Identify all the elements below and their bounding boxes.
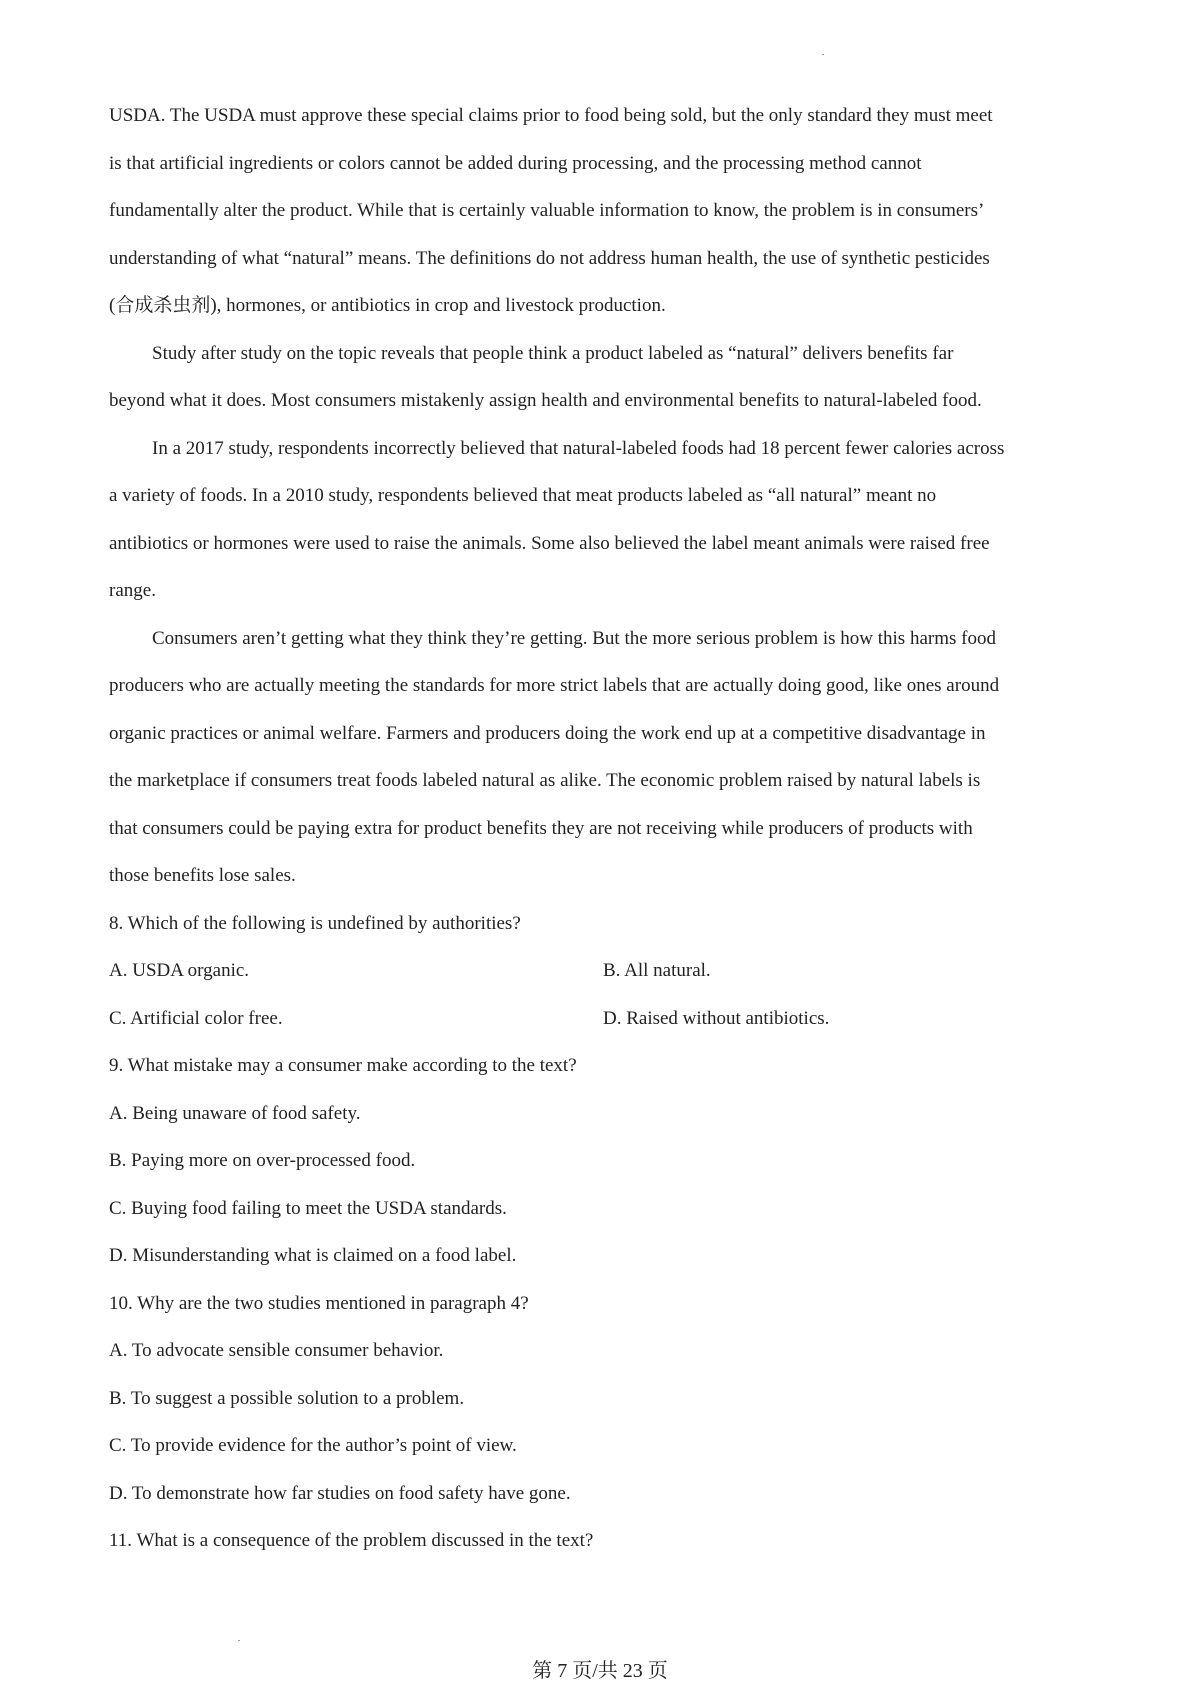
option-b: B. Paying more on over-processed food. <box>109 1150 416 1171</box>
paragraph-3 <box>109 425 1099 615</box>
text-line: fundamentally alter the product. While that is certainly valuable information to know, the problem is in consumers’ <box>109 200 985 221</box>
option-b: B. To suggest a possible solution to a problem. <box>109 1387 465 1409</box>
page-footer <box>0 1654 1200 1683</box>
option-c: C. Artificial color free. <box>109 1007 283 1029</box>
paragraph-1 <box>109 92 1099 330</box>
text-line: USDA. The USDA must approve these special claims prior to food being sold, but the only standard they must meet <box>109 105 993 126</box>
options-row <box>109 995 1099 1043</box>
page-number: 第 7 页/共 23 页 <box>532 1660 668 1682</box>
text-line: range. <box>109 580 156 601</box>
option-a: A. Being unaware of food safety. <box>109 1102 361 1124</box>
question-stem: 8. Which of the following is undefined by authorities? <box>109 912 521 934</box>
scan-speck-bottom <box>238 1640 240 1641</box>
text-line: Consumers aren’t getting what they think they’re getting. But the more serious problem is how this harms food <box>152 627 996 649</box>
option-a: A. USDA organic. <box>109 960 250 981</box>
option-a: A. To advocate sensible consumer behavior. <box>109 1340 444 1361</box>
text-line: organic practices or animal welfare. Farmers and producers doing the work end up at a competitive disadvantage in <box>109 722 986 744</box>
paragraph-4 <box>109 615 1099 900</box>
question-10 <box>109 1280 1099 1518</box>
text-line: is that artificial ingredients or colors cannot be added during processing, and the processing method cannot <box>109 152 922 174</box>
question-9 <box>109 1042 1099 1280</box>
option-d: D. Misunderstanding what is claimed on a food label. <box>109 1245 517 1266</box>
text-line: a variety of foods. In a 2010 study, respondents believed that meat products labeled as “all natural” meant no <box>109 485 937 506</box>
option-b: B. All natural. <box>603 960 711 981</box>
document-page <box>109 92 1099 1565</box>
text-line: those benefits lose sales. <box>109 865 296 886</box>
options-row <box>109 947 1099 995</box>
option-c: C. Buying food failing to meet the USDA standards. <box>109 1197 507 1219</box>
question-8 <box>109 900 1099 1043</box>
text-line: antibiotics or hormones were used to raise the animals. Some also believed the label meant animals were raised free <box>109 532 990 554</box>
text-line: Study after study on the topic reveals that people think a product labeled as “natural” delivers benefits far <box>152 342 954 364</box>
text-line: producers who are actually meeting the standards for more strict labels that are actually doing good, like ones around <box>109 675 1000 696</box>
option-c: C. To provide evidence for the author’s point of view. <box>109 1435 517 1456</box>
question-11 <box>109 1517 1099 1565</box>
option-d: D. To demonstrate how far studies on food safety have gone. <box>109 1482 571 1504</box>
question-stem: 9. What mistake may a consumer make according to the text? <box>109 1055 577 1076</box>
question-stem: 10. Why are the two studies mentioned in paragraph 4? <box>109 1292 529 1314</box>
paragraph-2 <box>109 330 1099 425</box>
text-line: the marketplace if consumers treat foods labeled natural as alike. The economic problem raised by natural labels is <box>109 770 981 791</box>
question-stem: 11. What is a consequence of the problem discussed in the text? <box>109 1530 594 1551</box>
text-line: beyond what it does. Most consumers mistakenly assign health and environmental benefits to natural-labeled food. <box>109 390 982 411</box>
text-line: that consumers could be paying extra for product benefits they are not receiving while producers of products with <box>109 817 973 839</box>
scan-speck-top <box>822 54 824 55</box>
option-d: D. Raised without antibiotics. <box>603 1007 830 1029</box>
text-line: In a 2017 study, respondents incorrectly believed that natural-labeled foods had 18 percent fewer calories across <box>152 437 1005 459</box>
text-line: understanding of what “natural” means. The definitions do not address human health, the use of synthetic pesticides <box>109 247 990 269</box>
text-line: (合成杀虫剂), hormones, or antibiotics in crop and livestock production. <box>109 295 666 316</box>
